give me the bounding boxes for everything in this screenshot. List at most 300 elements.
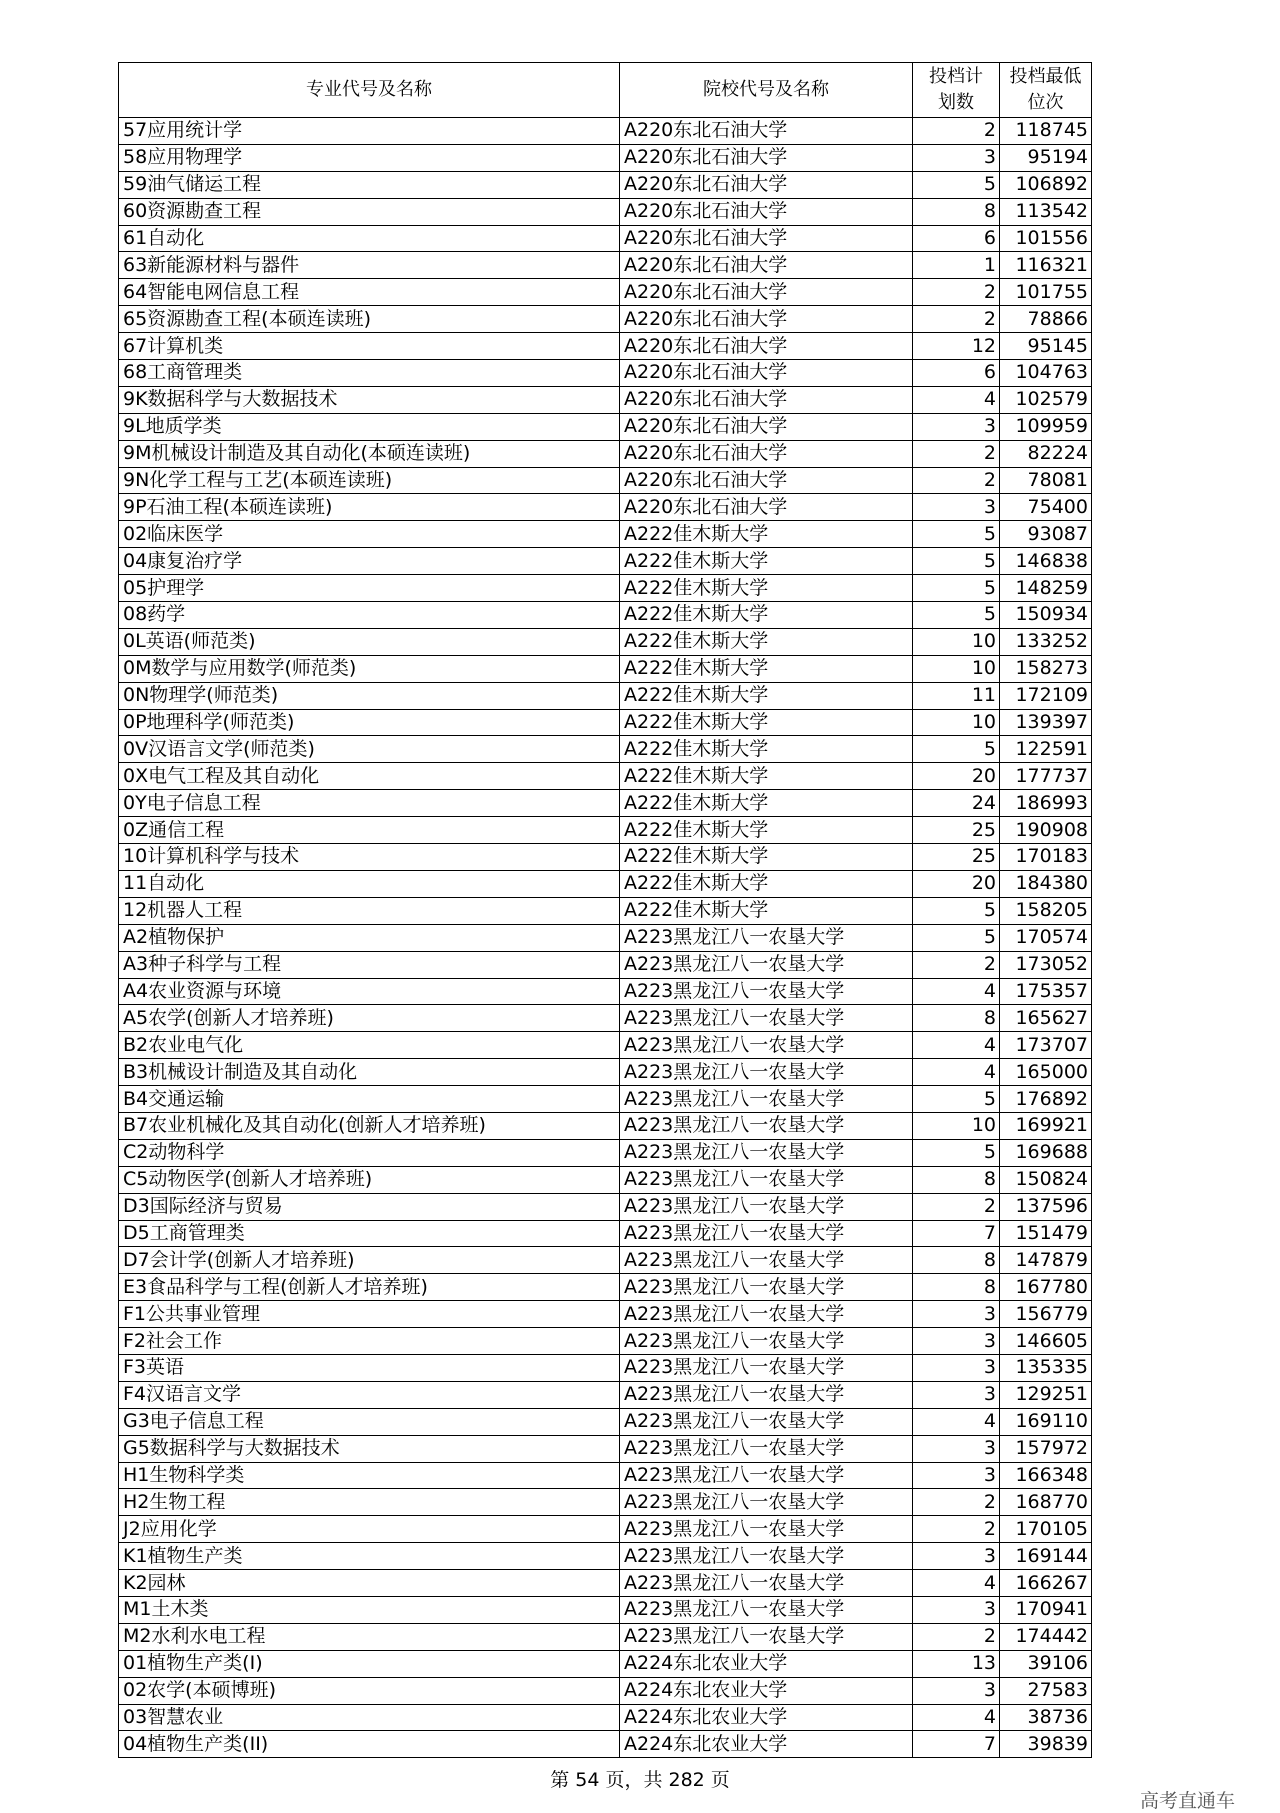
plan-count-cell: 4 [913,1704,1000,1731]
min-rank-cell: 38736 [1000,1704,1092,1731]
major-cell: 05护理学 [119,575,620,602]
major-cell: 9P石油工程(本硕连读班) [119,494,620,521]
school-cell: A223黑龙江八一农垦大学 [620,1059,913,1086]
plan-count-cell: 5 [913,736,1000,763]
table-row [119,1516,1092,1543]
major-cell: H1生物科学类 [119,1462,620,1489]
min-rank-cell: 150934 [1000,602,1092,629]
major-cell: 64智能电网信息工程 [119,279,620,306]
major-cell: A4农业资源与环境 [119,978,620,1005]
plan-count-cell: 3 [913,144,1000,171]
school-cell: A222佳木斯大学 [620,628,913,655]
table-row [119,171,1092,198]
plan-count-cell: 4 [913,1032,1000,1059]
table-row [119,1166,1092,1193]
table-row [119,1731,1092,1758]
major-cell: 04植物生产类(II) [119,1731,620,1758]
school-cell: A223黑龙江八一农垦大学 [620,1301,913,1328]
major-cell: 68工商管理类 [119,360,620,387]
plan-count-cell: 3 [913,1354,1000,1381]
major-cell: 04康复治疗学 [119,548,620,575]
major-cell: K1植物生产类 [119,1543,620,1570]
table-row [119,548,1092,575]
plan-count-cell: 4 [913,1408,1000,1435]
plan-count-cell: 10 [913,655,1000,682]
school-cell: A220东北石油大学 [620,413,913,440]
school-cell: A223黑龙江八一农垦大学 [620,1354,913,1381]
plan-count-cell: 6 [913,360,1000,387]
major-cell: A3种子科学与工程 [119,951,620,978]
plan-count-cell: 4 [913,1059,1000,1086]
major-cell: D3国际经济与贸易 [119,1193,620,1220]
table-row [119,763,1092,790]
plan-count-cell: 5 [913,171,1000,198]
min-rank-cell: 78866 [1000,306,1092,333]
table-row [119,1220,1092,1247]
plan-count-cell: 25 [913,844,1000,871]
major-cell: 9N化学工程与工艺(本硕连读班) [119,467,620,494]
major-cell: G5数据科学与大数据技术 [119,1435,620,1462]
min-rank-cell: 133252 [1000,628,1092,655]
plan-count-cell: 5 [913,1139,1000,1166]
major-cell: 02农学(本硕博班) [119,1677,620,1704]
school-cell: A220东北石油大学 [620,306,913,333]
school-cell: A223黑龙江八一农垦大学 [620,1193,913,1220]
school-cell: A220东北石油大学 [620,494,913,521]
table-row [119,360,1092,387]
plan-count-cell: 3 [913,1462,1000,1489]
major-cell: G3电子信息工程 [119,1408,620,1435]
min-rank-cell: 169144 [1000,1543,1092,1570]
table-row [119,897,1092,924]
plan-count-cell: 25 [913,817,1000,844]
plan-count-cell: 13 [913,1650,1000,1677]
plan-count-cell: 11 [913,682,1000,709]
table-row [119,252,1092,279]
min-rank-cell: 101755 [1000,279,1092,306]
min-rank-cell: 78081 [1000,467,1092,494]
table-row [119,225,1092,252]
table-row [119,1677,1092,1704]
min-rank-cell: 166348 [1000,1462,1092,1489]
min-rank-cell: 148259 [1000,575,1092,602]
min-rank-cell: 166267 [1000,1570,1092,1597]
plan-count-cell: 5 [913,548,1000,575]
plan-count-cell: 5 [913,1086,1000,1113]
min-rank-cell: 170941 [1000,1596,1092,1623]
major-cell: 10计算机科学与技术 [119,844,620,871]
min-rank-cell: 146605 [1000,1328,1092,1355]
min-rank-cell: 169921 [1000,1112,1092,1139]
major-cell: 02临床医学 [119,521,620,548]
school-cell: A222佳木斯大学 [620,897,913,924]
table-row [119,1570,1092,1597]
table-row [119,978,1092,1005]
header-min-rank: 投档最低 位次 [1000,63,1092,118]
min-rank-cell: 113542 [1000,198,1092,225]
school-cell: A223黑龙江八一农垦大学 [620,1408,913,1435]
table-row [119,1408,1092,1435]
major-cell: 0N物理学(师范类) [119,682,620,709]
table-row [119,144,1092,171]
min-rank-cell: 158273 [1000,655,1092,682]
major-cell: 65资源勘查工程(本硕连读班) [119,306,620,333]
school-cell: A222佳木斯大学 [620,736,913,763]
school-cell: A222佳木斯大学 [620,682,913,709]
major-cell: B3机械设计制造及其自动化 [119,1059,620,1086]
school-cell: A224东北农业大学 [620,1731,913,1758]
school-cell: A223黑龙江八一农垦大学 [620,1381,913,1408]
table-row [119,1623,1092,1650]
table-row [119,386,1092,413]
school-cell: A220东北石油大学 [620,467,913,494]
min-rank-cell: 170574 [1000,924,1092,951]
table-row [119,628,1092,655]
school-cell: A222佳木斯大学 [620,763,913,790]
min-rank-cell: 167780 [1000,1274,1092,1301]
table-row [119,1005,1092,1032]
school-cell: A224东北农业大学 [620,1650,913,1677]
min-rank-cell: 106892 [1000,171,1092,198]
school-cell: A222佳木斯大学 [620,655,913,682]
min-rank-cell: 173052 [1000,951,1092,978]
table-row [119,682,1092,709]
plan-count-cell: 5 [913,575,1000,602]
min-rank-cell: 75400 [1000,494,1092,521]
plan-count-cell: 10 [913,628,1000,655]
table-body [119,118,1092,1758]
school-cell: A220东北石油大学 [620,118,913,145]
min-rank-cell: 137596 [1000,1193,1092,1220]
min-rank-cell: 95194 [1000,144,1092,171]
table-row [119,440,1092,467]
school-cell: A223黑龙江八一农垦大学 [620,1328,913,1355]
table-row [119,1032,1092,1059]
table-row [119,870,1092,897]
table-row [119,1059,1092,1086]
min-rank-cell: 172109 [1000,682,1092,709]
table-row [119,1139,1092,1166]
plan-count-cell: 5 [913,897,1000,924]
min-rank-cell: 170183 [1000,844,1092,871]
min-rank-cell: 176892 [1000,1086,1092,1113]
min-rank-cell: 158205 [1000,897,1092,924]
major-cell: 59油气储运工程 [119,171,620,198]
major-cell: 0V汉语言文学(师范类) [119,736,620,763]
min-rank-cell: 27583 [1000,1677,1092,1704]
major-cell: 12机器人工程 [119,897,620,924]
major-cell: 9K数据科学与大数据技术 [119,386,620,413]
school-cell: A220东北石油大学 [620,279,913,306]
header-school: 院校代号及名称 [620,63,913,118]
school-cell: A222佳木斯大学 [620,844,913,871]
major-cell: E3食品科学与工程(创新人才培养班) [119,1274,620,1301]
school-cell: A223黑龙江八一农垦大学 [620,1086,913,1113]
school-cell: A223黑龙江八一农垦大学 [620,1570,913,1597]
plan-count-cell: 2 [913,951,1000,978]
min-rank-cell: 177737 [1000,763,1092,790]
school-cell: A220东北石油大学 [620,252,913,279]
table-row [119,306,1092,333]
min-rank-cell: 173707 [1000,1032,1092,1059]
plan-count-cell: 4 [913,978,1000,1005]
school-cell: A223黑龙江八一农垦大学 [620,1516,913,1543]
table-row [119,467,1092,494]
major-cell: 0M数学与应用数学(师范类) [119,655,620,682]
plan-count-cell: 2 [913,1516,1000,1543]
plan-count-cell: 8 [913,1274,1000,1301]
min-rank-cell: 82224 [1000,440,1092,467]
school-cell: A220东北石油大学 [620,360,913,387]
table-row [119,1193,1092,1220]
header-major: 专业代号及名称 [119,63,620,118]
plan-count-cell: 3 [913,1543,1000,1570]
major-cell: H2生物工程 [119,1489,620,1516]
plan-count-cell: 8 [913,1166,1000,1193]
school-cell: A223黑龙江八一农垦大学 [620,1032,913,1059]
major-cell: 11自动化 [119,870,620,897]
school-cell: A223黑龙江八一农垦大学 [620,1247,913,1274]
major-cell: C5动物医学(创新人才培养班) [119,1166,620,1193]
plan-count-cell: 3 [913,1596,1000,1623]
major-cell: 57应用统计学 [119,118,620,145]
min-rank-cell: 175357 [1000,978,1092,1005]
major-cell: C2动物科学 [119,1139,620,1166]
plan-count-cell: 8 [913,1247,1000,1274]
table-row [119,1086,1092,1113]
school-cell: A223黑龙江八一农垦大学 [620,1166,913,1193]
school-cell: A220东北石油大学 [620,440,913,467]
plan-count-cell: 2 [913,279,1000,306]
plan-count-cell: 7 [913,1220,1000,1247]
min-rank-cell: 109959 [1000,413,1092,440]
table-row [119,1650,1092,1677]
plan-count-cell: 5 [913,602,1000,629]
major-cell: F2社会工作 [119,1328,620,1355]
school-cell: A223黑龙江八一农垦大学 [620,1220,913,1247]
table-row [119,118,1092,145]
table-row [119,790,1092,817]
major-cell: B7农业机械化及其自动化(创新人才培养班) [119,1112,620,1139]
table-row [119,1247,1092,1274]
school-cell: A222佳木斯大学 [620,602,913,629]
major-cell: F3英语 [119,1354,620,1381]
major-cell: 01植物生产类(I) [119,1650,620,1677]
major-cell: 61自动化 [119,225,620,252]
major-cell: F4汉语言文学 [119,1381,620,1408]
min-rank-cell: 102579 [1000,386,1092,413]
major-cell: B2农业电气化 [119,1032,620,1059]
min-rank-cell: 39106 [1000,1650,1092,1677]
min-rank-cell: 147879 [1000,1247,1092,1274]
min-rank-cell: 93087 [1000,521,1092,548]
table-row [119,817,1092,844]
page-number: 第 54 页，共 282 页 [550,1769,730,1791]
min-rank-cell: 168770 [1000,1489,1092,1516]
table-row [119,1274,1092,1301]
school-cell: A222佳木斯大学 [620,521,913,548]
plan-count-cell: 2 [913,118,1000,145]
plan-count-cell: 3 [913,494,1000,521]
min-rank-cell: 151479 [1000,1220,1092,1247]
plan-count-cell: 3 [913,1328,1000,1355]
major-cell: J2应用化学 [119,1516,620,1543]
table-row [119,1596,1092,1623]
table-row [119,1328,1092,1355]
plan-count-cell: 24 [913,790,1000,817]
major-cell: 0P地理科学(师范类) [119,709,620,736]
plan-count-cell: 5 [913,521,1000,548]
table-row [119,1489,1092,1516]
school-cell: A223黑龙江八一农垦大学 [620,1596,913,1623]
school-cell: A220东北石油大学 [620,333,913,360]
min-rank-cell: 122591 [1000,736,1092,763]
min-rank-cell: 95145 [1000,333,1092,360]
table-row [119,413,1092,440]
table-row [119,494,1092,521]
min-rank-cell: 184380 [1000,870,1092,897]
min-rank-cell: 170105 [1000,1516,1092,1543]
major-cell: 9L地质学类 [119,413,620,440]
major-cell: D7会计学(创新人才培养班) [119,1247,620,1274]
table-row [119,333,1092,360]
plan-count-cell: 12 [913,333,1000,360]
min-rank-cell: 135335 [1000,1354,1092,1381]
plan-count-cell: 3 [913,1677,1000,1704]
plan-count-cell: 2 [913,1489,1000,1516]
plan-count-cell: 10 [913,1112,1000,1139]
plan-count-cell: 2 [913,1193,1000,1220]
table-row [119,655,1092,682]
min-rank-cell: 146838 [1000,548,1092,575]
plan-count-cell: 20 [913,870,1000,897]
min-rank-cell: 190908 [1000,817,1092,844]
major-cell: 67计算机类 [119,333,620,360]
school-cell: A220东北石油大学 [620,171,913,198]
school-cell: A222佳木斯大学 [620,870,913,897]
plan-count-cell: 4 [913,386,1000,413]
min-rank-cell: 169688 [1000,1139,1092,1166]
min-rank-cell: 169110 [1000,1408,1092,1435]
major-cell: A2植物保护 [119,924,620,951]
school-cell: A224东北农业大学 [620,1704,913,1731]
plan-count-cell: 7 [913,1731,1000,1758]
plan-count-cell: 3 [913,1435,1000,1462]
admission-table [118,62,1092,1758]
plan-count-cell: 6 [913,225,1000,252]
table-row [119,1462,1092,1489]
major-cell: 9M机械设计制造及其自动化(本硕连读班) [119,440,620,467]
table-row [119,736,1092,763]
school-cell: A222佳木斯大学 [620,790,913,817]
plan-count-cell: 2 [913,467,1000,494]
table-row [119,1301,1092,1328]
min-rank-cell: 156779 [1000,1301,1092,1328]
school-cell: A223黑龙江八一农垦大学 [620,1462,913,1489]
table-row [119,1354,1092,1381]
plan-count-cell: 2 [913,440,1000,467]
min-rank-cell: 116321 [1000,252,1092,279]
plan-count-cell: 8 [913,198,1000,225]
plan-count-cell: 3 [913,1301,1000,1328]
major-cell: 0X电气工程及其自动化 [119,763,620,790]
min-rank-cell: 174442 [1000,1623,1092,1650]
major-cell: D5工商管理类 [119,1220,620,1247]
major-cell: 0Z通信工程 [119,817,620,844]
table-row [119,844,1092,871]
school-cell: A220东北石油大学 [620,198,913,225]
min-rank-cell: 104763 [1000,360,1092,387]
min-rank-cell: 101556 [1000,225,1092,252]
major-cell: 03智慧农业 [119,1704,620,1731]
min-rank-cell: 150824 [1000,1166,1092,1193]
min-rank-cell: 39839 [1000,1731,1092,1758]
plan-count-cell: 3 [913,413,1000,440]
table-row [119,575,1092,602]
school-cell: A223黑龙江八一农垦大学 [620,1489,913,1516]
min-rank-cell: 165000 [1000,1059,1092,1086]
plan-count-cell: 4 [913,1570,1000,1597]
plan-count-cell: 10 [913,709,1000,736]
major-cell: 58应用物理学 [119,144,620,171]
school-cell: A222佳木斯大学 [620,548,913,575]
table-row [119,602,1092,629]
plan-count-cell: 1 [913,252,1000,279]
school-cell: A222佳木斯大学 [620,817,913,844]
table-row [119,1112,1092,1139]
min-rank-cell: 139397 [1000,709,1092,736]
table-row [119,1435,1092,1462]
major-cell: 0L英语(师范类) [119,628,620,655]
school-cell: A223黑龙江八一农垦大学 [620,1435,913,1462]
school-cell: A223黑龙江八一农垦大学 [620,1139,913,1166]
major-cell: A5农学(创新人才培养班) [119,1005,620,1032]
min-rank-cell: 129251 [1000,1381,1092,1408]
school-cell: A222佳木斯大学 [620,709,913,736]
major-cell: M1土木类 [119,1596,620,1623]
table-row [119,709,1092,736]
plan-count-cell: 3 [913,1381,1000,1408]
major-cell: M2水利水电工程 [119,1623,620,1650]
plan-count-cell: 2 [913,306,1000,333]
school-cell: A220东北石油大学 [620,386,913,413]
table-row [119,198,1092,225]
school-cell: A223黑龙江八一农垦大学 [620,924,913,951]
major-cell: B4交通运输 [119,1086,620,1113]
min-rank-cell: 157972 [1000,1435,1092,1462]
school-cell: A223黑龙江八一农垦大学 [620,1623,913,1650]
header-plan-count: 投档计 划数 [913,63,1000,118]
major-cell: 08药学 [119,602,620,629]
plan-count-cell: 20 [913,763,1000,790]
school-cell: A223黑龙江八一农垦大学 [620,1274,913,1301]
school-cell: A223黑龙江八一农垦大学 [620,951,913,978]
major-cell: 63新能源材料与器件 [119,252,620,279]
school-cell: A223黑龙江八一农垦大学 [620,1112,913,1139]
table-row [119,521,1092,548]
major-cell: F1公共事业管理 [119,1301,620,1328]
table-header [119,63,1092,118]
school-cell: A223黑龙江八一农垦大学 [620,1543,913,1570]
table-row [119,1543,1092,1570]
table-row [119,1704,1092,1731]
table-row [119,1381,1092,1408]
school-cell: A224东北农业大学 [620,1677,913,1704]
min-rank-cell: 165627 [1000,1005,1092,1032]
major-cell: K2园林 [119,1570,620,1597]
min-rank-cell: 118745 [1000,118,1092,145]
school-cell: A223黑龙江八一农垦大学 [620,978,913,1005]
